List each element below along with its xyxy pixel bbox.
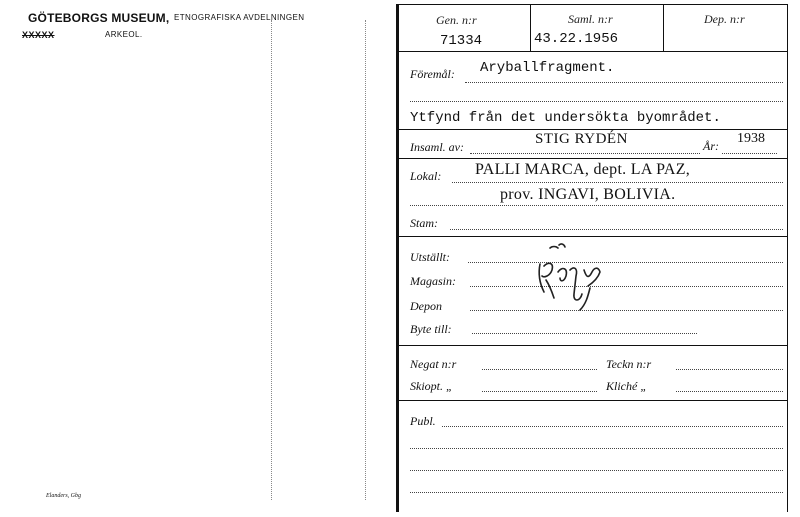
foremal-value: Aryballfragment. bbox=[480, 60, 615, 76]
publ-dotted-line-2 bbox=[410, 448, 783, 449]
blank-dotted-line-1 bbox=[410, 101, 783, 102]
description-rule bbox=[397, 129, 787, 130]
magasin-label: Magasin: bbox=[410, 274, 456, 288]
lokal-value-line-1: PALLI MARCA, dept. LA PAZ, bbox=[475, 161, 691, 178]
handwritten-signature bbox=[528, 236, 618, 316]
teckn-label: Teckn n:r bbox=[606, 357, 652, 371]
lokal-label: Lokal: bbox=[410, 169, 442, 183]
ar-dotted-line bbox=[722, 153, 777, 154]
foremal-dotted-line bbox=[465, 82, 783, 83]
photo-rule bbox=[397, 400, 787, 401]
ar-label: År: bbox=[703, 139, 719, 153]
depon-label: Depon bbox=[410, 299, 442, 313]
teckn-dotted-line bbox=[676, 369, 783, 370]
stam-label: Stam: bbox=[410, 216, 438, 230]
utstallt-label: Utställt: bbox=[410, 250, 451, 264]
card-right-border bbox=[787, 4, 788, 512]
skiopt-label: Skiopt. „ bbox=[410, 379, 453, 393]
left-guide-line-1 bbox=[271, 20, 272, 500]
department-ethnography: ETNOGRAFISKA AVDELNINGEN bbox=[174, 13, 305, 22]
insaml-dotted-line bbox=[470, 153, 700, 154]
skiopt-dotted-line bbox=[482, 391, 597, 392]
card-left-border bbox=[396, 4, 399, 512]
header-divider-2 bbox=[663, 4, 664, 51]
byte-dotted-line bbox=[472, 333, 697, 334]
kliche-label: Kliché „ bbox=[606, 379, 647, 393]
insaml-rule bbox=[397, 158, 787, 159]
insaml-value: STIG RYDÉN bbox=[535, 131, 628, 147]
publ-label: Publ. bbox=[410, 414, 436, 428]
negat-label: Negat n:r bbox=[410, 357, 457, 371]
museum-name: GÖTEBORGS MUSEUM, bbox=[28, 11, 170, 25]
negat-dotted-line bbox=[482, 369, 597, 370]
storage-rule bbox=[397, 345, 787, 346]
publ-dotted-line-3 bbox=[410, 470, 783, 471]
description-value: Ytfynd från det undersökta byområdet. bbox=[410, 110, 721, 126]
lokal-dotted-line-2 bbox=[410, 205, 783, 206]
header-divider-1 bbox=[530, 4, 531, 51]
magasin-dotted-line bbox=[470, 286, 783, 287]
saml-number-label: Saml. n:r bbox=[568, 12, 613, 26]
saml-number-value: 43.22.1956 bbox=[534, 31, 619, 47]
lokal-value-line-2: prov. INGAVI, BOLIVIA. bbox=[500, 186, 676, 203]
insaml-label: Insaml. av: bbox=[410, 140, 464, 154]
card-top-border bbox=[397, 4, 787, 5]
left-guide-line-2 bbox=[365, 20, 366, 500]
depon-dotted-line bbox=[470, 310, 783, 311]
dep-number-label: Dep. n:r bbox=[704, 12, 745, 26]
byte-label: Byte till: bbox=[410, 322, 452, 336]
publ-dotted-line bbox=[442, 426, 783, 427]
kliche-dotted-line bbox=[676, 391, 783, 392]
utstallt-dotted-line bbox=[468, 262, 783, 263]
publ-dotted-line-4 bbox=[410, 492, 783, 493]
foremal-label: Föremål: bbox=[410, 67, 455, 81]
header-bottom-border bbox=[397, 51, 787, 52]
struck-department-word: XXXXX bbox=[22, 30, 55, 40]
department-archaeology: ARKEOL. bbox=[105, 30, 143, 39]
ar-value: 1938 bbox=[737, 131, 765, 146]
gen-number-value: 71334 bbox=[440, 33, 483, 49]
printer-imprint: Elanders, Gbg bbox=[46, 493, 81, 499]
lokal-dotted-line-1 bbox=[452, 182, 783, 183]
gen-number-label: Gen. n:r bbox=[436, 13, 477, 27]
stam-dotted-line bbox=[450, 229, 783, 230]
